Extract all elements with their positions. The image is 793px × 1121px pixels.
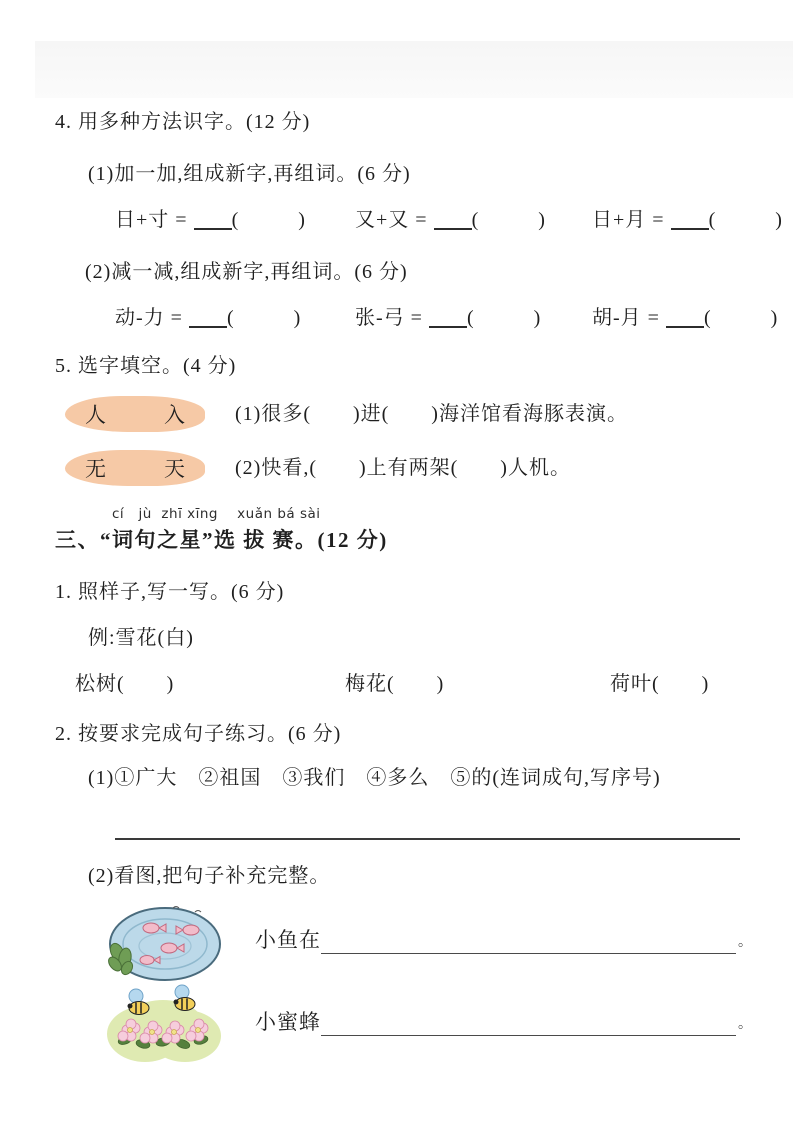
scan-artifact-band [35,41,793,98]
answer-underline [321,1016,736,1036]
expression-item [115,304,355,332]
expression-item [592,206,782,234]
subtract-expression-row [115,304,777,332]
word-parentheses: ( ) [231,209,305,231]
pinyin-annotation: cí jù zhī xīng xuǎn bá sài [112,506,321,522]
word-paren-item: 梅花( ) [345,673,445,695]
question-4-title: 4. 用多种方法识字。(12 分) [55,111,311,133]
expression-item [115,206,355,234]
picture-sentence-row [103,982,753,1068]
question-2-2-title: (2)看图,把句子补充完整。 [88,865,331,887]
choice-highlight [65,450,205,486]
answer-line [115,818,740,840]
answer-underline [321,934,736,954]
expression-text: 张-弓 = [355,307,423,329]
question-4-2-title: (2)减一减,组成新字,再组词。(6 分) [85,261,408,283]
fill-sentence-line [255,1006,753,1036]
answer-blank [194,216,232,230]
add-expression-row [115,206,782,234]
choice-char: 人 [85,403,106,427]
choose-word-row [65,396,628,432]
sentence-prefix: 小鱼在 [255,928,321,952]
fill-sentence: (2)快看,( )上有两架( )人机。 [235,457,571,479]
word-parentheses: ( ) [226,307,301,329]
expression-item [355,304,592,332]
answer-blank [434,216,472,230]
choice-highlight [65,396,205,432]
expression-text: 日+寸 = [115,209,188,231]
expression-text: 动-力 = [115,307,183,329]
word-paren-item: 荷叶( ) [610,673,710,695]
word-paren-row [75,670,709,698]
answer-blank [189,314,227,328]
choice-char: 天 [164,457,185,481]
fish-pond-illustration [103,900,225,986]
fill-sentence: (1)很多( )进( )海洋馆看海豚表演。 [235,403,628,425]
expression-text: 日+月 = [592,209,665,231]
bees-flowers-illustration [103,982,225,1068]
sentence-prefix: 小蜜蜂 [255,1010,321,1034]
word-parentheses: ( ) [708,209,782,231]
question-2-title: 2. 按要求完成句子练习。(6 分) [55,723,342,745]
word-parentheses: ( ) [466,307,541,329]
section-3-title: 三、“词句之星”选 拔 赛。(12 分) [55,528,388,552]
expression-text: 又+又 = [355,209,428,231]
question-2-1-text: (1)①广大 ②祖国 ③我们 ④多么 ⑤的(连词成句,写序号) [88,767,661,789]
picture-sentence-row [103,900,753,986]
example-text: 例:雪花(白) [88,627,194,649]
answer-blank [429,314,467,328]
choice-char: 无 [85,457,106,481]
answer-blank [666,314,704,328]
question-4-1-title: (1)加一加,组成新字,再组词。(6 分) [88,163,411,185]
expression-item [592,304,777,332]
answer-blank [671,216,709,230]
sentence-period: 。 [738,935,753,950]
choose-word-row [65,450,571,486]
word-parentheses: ( ) [471,209,545,231]
fill-sentence-line [255,924,753,954]
word-parentheses: ( ) [703,307,778,329]
question-5-title: 5. 选字填空。(4 分) [55,355,237,377]
choice-char: 入 [164,403,185,427]
expression-text: 胡-月 = [592,307,660,329]
sentence-period: 。 [738,1017,753,1032]
word-paren-item: 松树( ) [75,673,175,695]
expression-item [355,206,592,234]
question-1-title: 1. 照样子,写一写。(6 分) [55,581,285,603]
